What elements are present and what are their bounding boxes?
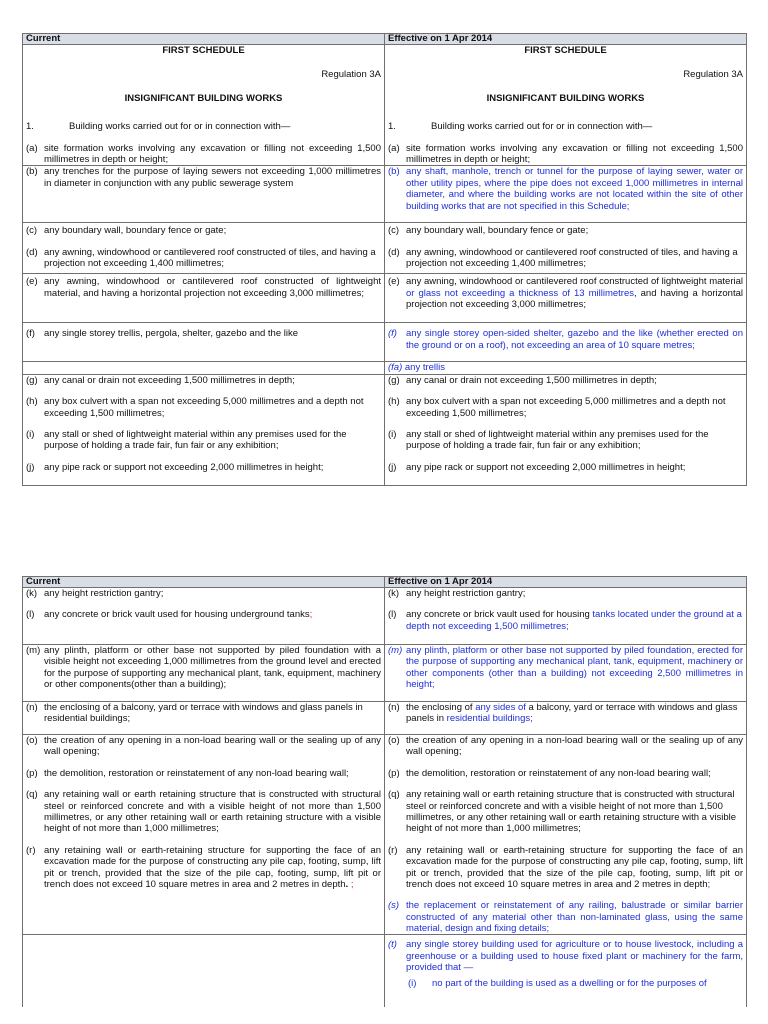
clause-m-effective: (m) any plinth, platform or other base not supported by piled foundation, erected for the purpose of supporting any mechanical plant, tank, equipment, machinery or other components (other than a building) not exceeding 2,500 millimetres in height;: [388, 645, 743, 691]
clause-a-current: (a) site formation works involving any excavation or filling not exceeding 1,500 millimetres in depth or height;: [26, 142, 381, 165]
clause-q-effective: (q) any retaining wall or earth retaining structure that is constructed with structural steel or reinforced concrete and with a visible height of not more than 1,500 millimetres, or any other retaining wall or earth retaining structure with a visible height of not more than 1,000 millimetres;: [388, 789, 736, 835]
clause-g-current: (g) any canal or drain not exceeding 1,500 millimetres in depth;: [26, 374, 295, 386]
clause-m-current: (m) any plinth, platform or other base not supported by piled foundation with a visible height not exceeding 1,000 millimetres from the ground level and erected for the purpose of supporting any mechanical plant, tank, equipment, machinery or other components(other than a building);: [26, 645, 381, 691]
schedule-subtitle: INSIGNIFICANT BUILDING WORKS: [124, 92, 283, 104]
clause-i-effective: (i) any stall or shed of lightweight material within any premises used for the purpose of holding a trade fair, fun fair or any exhibition;: [388, 428, 709, 452]
clause-k-effective: (k) any height restriction gantry;: [388, 588, 526, 599]
clause-l-current: (l) any concrete or brick vault used for housing underground tanks;: [26, 609, 313, 621]
clause-o-effective: (o) the creation of any opening in a non-load bearing wall or the sealing up of any wall opening;: [388, 735, 743, 758]
comparison-table-1: [22, 33, 747, 486]
clause-k-current: (k) any height restriction gantry;: [26, 588, 164, 599]
current-column-header: Current: [23, 34, 385, 45]
clause-j-current: (j) any pipe rack or support not exceeding 2,000 millimetres in height;: [26, 461, 324, 473]
clause-s-effective: (s) the replacement or reinstatement of any railing, balustrade or similar barrier constructed of any material other than non-laminated glass, using the same material, design and fixing details;: [388, 900, 743, 935]
clause-a-effective: (a) site formation works involving any excavation or filling not exceeding 1,500 millimetres in depth or height;: [388, 142, 743, 165]
clause-d-current: (d) any awning, windowhood or cantilevered roof constructed of tiles, and having a projection not exceeding 1,400 millimetres;: [26, 246, 376, 270]
effective-column-header: Effective on 1 Apr 2014: [385, 577, 747, 588]
clause-d-effective: (d) any awning, windowhood or cantilevered roof constructed of tiles, and having a projection not exceeding 1,400 millimetres;: [388, 246, 738, 270]
clause-l-effective: (l) any concrete or brick vault used for housing tanks located under the ground at a depth not exceeding 1,500 millimetres;: [388, 609, 742, 632]
clause-c-effective: (c) any boundary wall, boundary fence or gate;: [388, 225, 589, 237]
clause-e-effective: (e) any awning, windowhood or cantilevered roof constructed of lightweight material or glass not exceeding a thickness of 13 millimetres, and having a horizontal projection not exceeding 3,000 millimetres;: [388, 276, 743, 311]
regulation-ref: Regulation 3A: [321, 69, 381, 81]
clause-t-i-effective: (i) no part of the building is used as a dwelling or for the purposes of: [408, 977, 707, 989]
schedule-title: FIRST SCHEDULE: [524, 45, 607, 56]
clause-n-current: (n) the enclosing of a balcony, yard or terrace with windows and glass panels in residential buildings;: [26, 702, 363, 725]
clause-q-current: (q) any retaining wall or earth retaining structure that is constructed with structural steel or reinforced concrete and with a visible height of not more than 1,500 millimetres, or any other retaining wall or earth retaining structure with a visible height of not more than 1,000 millimetres;: [26, 789, 381, 835]
schedule-title: FIRST SCHEDULE: [162, 45, 245, 56]
effective-column-header: Effective on 1 Apr 2014: [385, 34, 747, 45]
clause-c-current: (c) any boundary wall, boundary fence or gate;: [26, 225, 227, 237]
clause-r-current: (r) any retaining wall or earth-retaining structure for supporting the face of an excavation made for the purpose of constructing any pile cap, footing, sump, lift pit or trench, provided that the size of the pile cap, footing, sump, lift pit or trench does not exceed 10 square metres in area and 2 metres in depth. ;: [26, 844, 381, 890]
clause-n-effective: (n) the enclosing of any sides of a balcony, yard or terrace with windows and glass panels in residential buildings;: [388, 702, 738, 725]
clause-fa-effective: (fa) any trellis: [388, 362, 446, 374]
clause-p-effective: (p) the demolition, restoration or reinstatement of any non-load bearing wall;: [388, 767, 711, 779]
clause-h-current: (h) any box culvert with a span not exceeding 5,000 millimetres and a depth not exceeding 1,500 millimetres;: [26, 396, 364, 419]
clause-f-current: (f) any single storey trellis, pergola, shelter, gazebo and the like: [26, 328, 299, 340]
clause-e-current: (e) any awning, windowhood or cantilevered roof constructed of lightweight material, and having a horizontal projection not exceeding 3,000 millimetres;: [26, 276, 381, 299]
clause-b-current: (b) any trenches for the purpose of laying sewers not exceeding 1,000 millimetres in diameter in conjunction with any public sewerage system: [26, 166, 381, 189]
clause-i-current: (i) any stall or shed of lightweight material within any premises used for the purpose of holding a trade fair, fun fair or any exhibition;: [26, 428, 347, 452]
clause-r-effective: (r) any retaining wall or earth-retaining structure for supporting the face of an excavation made for the purpose of constructing any pile cap, footing, sump, lift pit or trench, provided that the size of the pile cap, footing, sump, lift pit or trench does not exceed 10 square metres in area and 2 metres in depth;: [388, 844, 743, 890]
clause-f-effective: (f) any single storey open-sided shelter, gazebo and the like (whether erected on the ground or on a roof), not exceeding an area of 10 square metres;: [388, 328, 743, 351]
schedule-subtitle: INSIGNIFICANT BUILDING WORKS: [486, 92, 645, 104]
current-column-header: Current: [23, 577, 385, 588]
regulation-ref: Regulation 3A: [683, 69, 743, 81]
intro-paragraph: 1. Building works carried out for or in connection with—: [388, 121, 653, 133]
clause-t-effective: (t) any single storey building used for agriculture or to house livestock, including a greenhouse or a building used to house fixed plant or machinery for the farm, provided that —: [388, 939, 743, 974]
clause-j-effective: (j) any pipe rack or support not exceeding 2,000 millimetres in height;: [388, 461, 686, 473]
intro-paragraph: 1. Building works carried out for or in connection with—: [26, 121, 291, 133]
clause-g-effective: (g) any canal or drain not exceeding 1,500 millimetres in depth;: [388, 374, 657, 386]
clause-p-current: (p) the demolition, restoration or reinstatement of any non-load bearing wall;: [26, 767, 349, 779]
clause-b-effective: (b) any shaft, manhole, trench or tunnel for the purpose of laying sewer, water or other utility pipes, where the pipe does not exceed 1,000 millimetres in internal diameter, and where the building works are not located within the site of other building works that are not specified in this Schedule;: [388, 166, 743, 212]
clause-o-current: (o) the creation of any opening in a non-load bearing wall or the sealing up of any wall opening;: [26, 735, 381, 758]
comparison-table-2: [22, 576, 747, 1007]
clause-h-effective: (h) any box culvert with a span not exceeding 5,000 millimetres and a depth not exceeding 1,500 millimetres;: [388, 396, 726, 419]
